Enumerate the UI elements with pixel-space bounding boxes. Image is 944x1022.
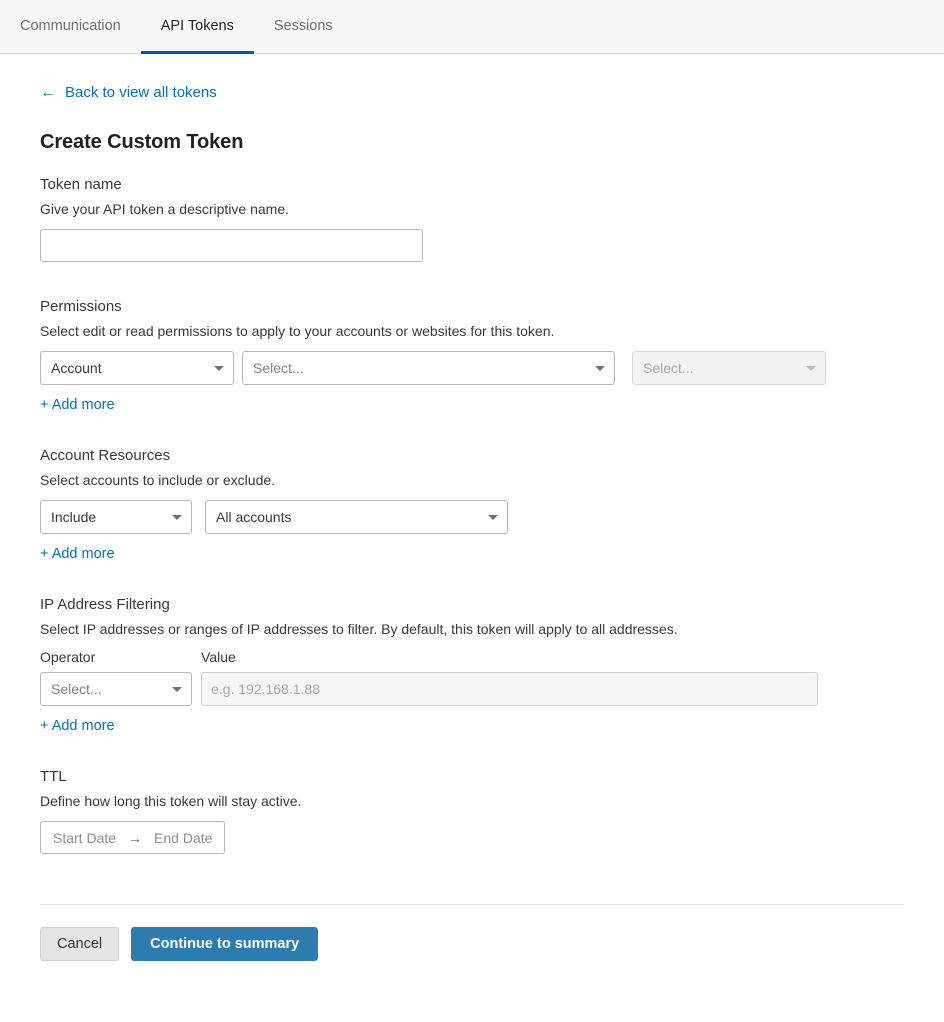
chevron-down-icon	[172, 515, 182, 520]
permission-group-select[interactable]	[242, 351, 615, 385]
ip-operator-label: Operator	[40, 649, 96, 665]
token-name-label: Token name	[40, 176, 122, 193]
permissions-row	[40, 351, 904, 385]
account-resources-target-select[interactable]	[205, 500, 508, 534]
account-resources-target-value: All accounts	[216, 509, 292, 525]
back-link-label: Back to view all tokens	[65, 84, 217, 101]
token-name-input[interactable]	[40, 229, 423, 262]
ip-value-field	[201, 649, 818, 706]
chevron-down-icon	[595, 366, 605, 371]
ip-filtering-label: IP Address Filtering	[40, 596, 170, 613]
ttl-label: TTL	[40, 768, 67, 785]
token-name-section	[40, 176, 904, 262]
chevron-down-icon	[806, 366, 816, 371]
ip-value-input[interactable]	[201, 672, 818, 706]
arrow-right-icon: →	[128, 829, 143, 846]
tab-bar	[0, 0, 944, 54]
token-name-description: Give your API token a descriptive name.	[40, 201, 290, 217]
tab-label: Sessions	[273, 17, 333, 34]
ip-operator-value: Select...	[51, 681, 102, 697]
account-resources-label: Account Resources	[40, 447, 171, 464]
tab-sessions[interactable]	[254, 0, 353, 54]
chevron-down-icon	[172, 687, 182, 692]
chevron-down-icon	[488, 515, 498, 520]
account-resources-add-more-link[interactable]: + Add more	[40, 546, 115, 562]
permission-scope-value: Account	[51, 360, 102, 376]
account-resources-mode-select[interactable]	[40, 500, 192, 534]
ip-filtering-add-more-link[interactable]: + Add more	[40, 718, 115, 734]
permission-group-value: Select...	[253, 360, 304, 376]
ip-filtering-row	[40, 649, 904, 706]
account-resources-mode-value: Include	[51, 509, 97, 525]
tab-label: Communication	[20, 17, 121, 34]
cancel-button[interactable]: Cancel	[40, 927, 119, 961]
ip-filtering-section	[40, 596, 904, 734]
account-resources-row	[40, 500, 904, 534]
ip-filtering-description: Select IP addresses or ranges of IP addresses to filter. By default, this token will apply to all addresses.	[40, 621, 678, 637]
continue-to-summary-button[interactable]: Continue to summary	[131, 927, 318, 961]
form-actions	[40, 905, 904, 961]
arrow-left-icon: ←	[40, 83, 56, 101]
account-resources-section	[40, 447, 904, 562]
ip-operator-select[interactable]	[40, 672, 192, 706]
ttl-end-date[interactable]: End Date	[154, 829, 213, 846]
permissions-description: Select edit or read permissions to apply to your accounts or websites for this token.	[40, 323, 555, 339]
page-content	[0, 84, 944, 961]
permission-level-select	[632, 351, 826, 385]
page-title: Create Custom Token	[40, 131, 244, 153]
tab-api-tokens[interactable]	[141, 0, 254, 54]
ttl-start-date[interactable]: Start Date	[53, 829, 117, 846]
chevron-down-icon	[214, 366, 224, 371]
ip-operator-field	[40, 649, 192, 706]
permission-level-value: Select...	[643, 360, 694, 376]
permissions-add-more-link[interactable]: + Add more	[40, 397, 115, 413]
tab-label: API Tokens	[160, 17, 234, 34]
ip-value-label: Value	[201, 649, 236, 665]
back-to-all-tokens-link[interactable]	[40, 84, 217, 101]
permissions-label: Permissions	[40, 298, 122, 315]
account-resources-description: Select accounts to include or exclude.	[40, 472, 276, 488]
permission-scope-select[interactable]	[40, 351, 234, 385]
ttl-date-range-picker[interactable]	[40, 821, 225, 854]
tab-communication[interactable]	[0, 0, 141, 54]
ttl-section	[40, 768, 904, 854]
permissions-section	[40, 298, 904, 413]
ttl-description: Define how long this token will stay active.	[40, 793, 302, 809]
